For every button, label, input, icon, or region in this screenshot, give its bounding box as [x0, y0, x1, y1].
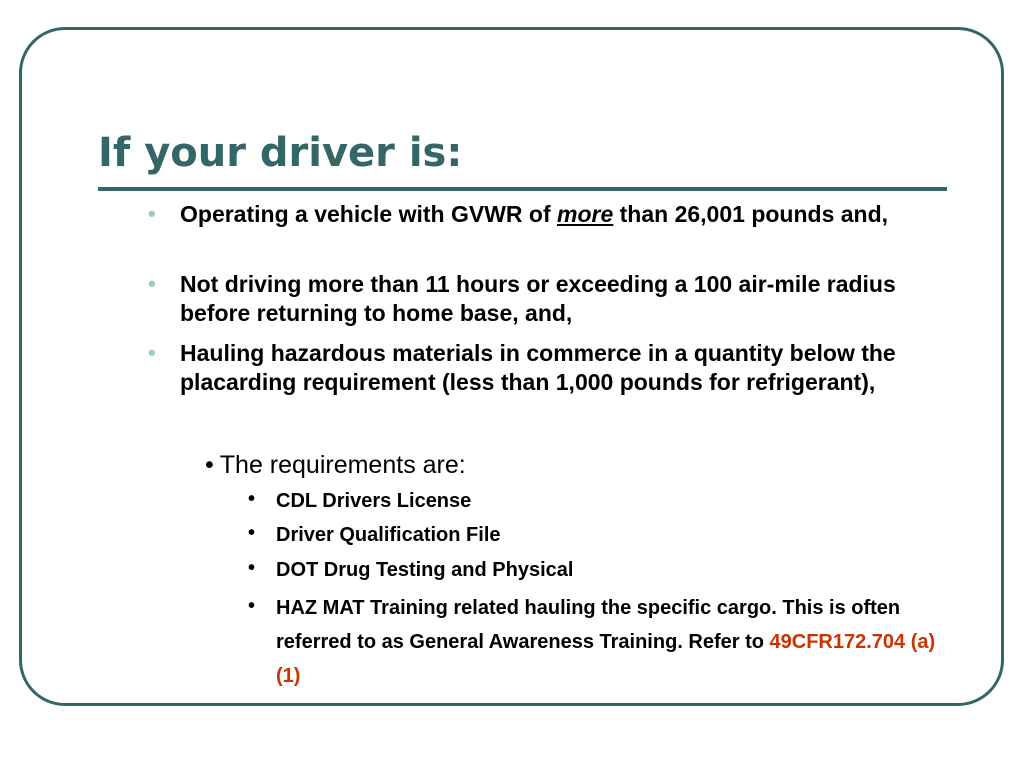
slide-title: If your driver is:	[98, 130, 463, 176]
bullet-text: Hauling hazardous materials in commerce in a quantity below the placarding requirement (less than 1,000 pounds for refrigerant),	[180, 340, 896, 395]
requirement-text: Driver Qualification File	[276, 524, 501, 546]
bullet-dot-icon: •	[148, 340, 156, 365]
bullet-dot-icon: •	[248, 595, 256, 617]
bullet-dot-icon: •	[148, 201, 156, 226]
requirements-heading-text: The requirements are:	[219, 451, 466, 479]
bullet-item-gvwr	[148, 200, 940, 229]
requirement-item-dq-file	[248, 522, 936, 548]
requirement-text: CDL Drivers License	[276, 490, 472, 512]
requirement-item-hazmat-training	[248, 591, 936, 693]
bullet-text: Operating a vehicle with GVWR of	[180, 201, 557, 227]
bullet-dot-icon: •	[148, 271, 156, 296]
bullet-emphasis: more	[557, 201, 614, 227]
bullet-item-hours	[148, 270, 940, 328]
bullet-dot-icon: •	[248, 557, 256, 579]
requirement-text: DOT Drug Testing and Physical	[276, 559, 574, 581]
requirement-item-cdl	[248, 488, 936, 514]
bullet-dot-icon: •	[205, 451, 214, 479]
requirement-text: HAZ MAT Training related hauling the specific cargo. This is often referred to as General Awareness Training. Refer to	[276, 597, 901, 653]
requirement-item-drug-testing	[248, 557, 936, 583]
bullet-text: Not driving more than 11 hours or exceeding a 100 air-mile radius before returning to home base, and,	[180, 271, 896, 326]
bullet-item-hazmat	[148, 339, 940, 397]
bullet-dot-icon: •	[248, 522, 256, 544]
bullet-text: than 26,001 pounds and,	[613, 201, 889, 227]
regulation-reference: 49CFR172.704 (a) (1)	[276, 631, 936, 687]
bullet-dot-icon: •	[248, 488, 256, 510]
requirements-heading	[205, 449, 466, 481]
